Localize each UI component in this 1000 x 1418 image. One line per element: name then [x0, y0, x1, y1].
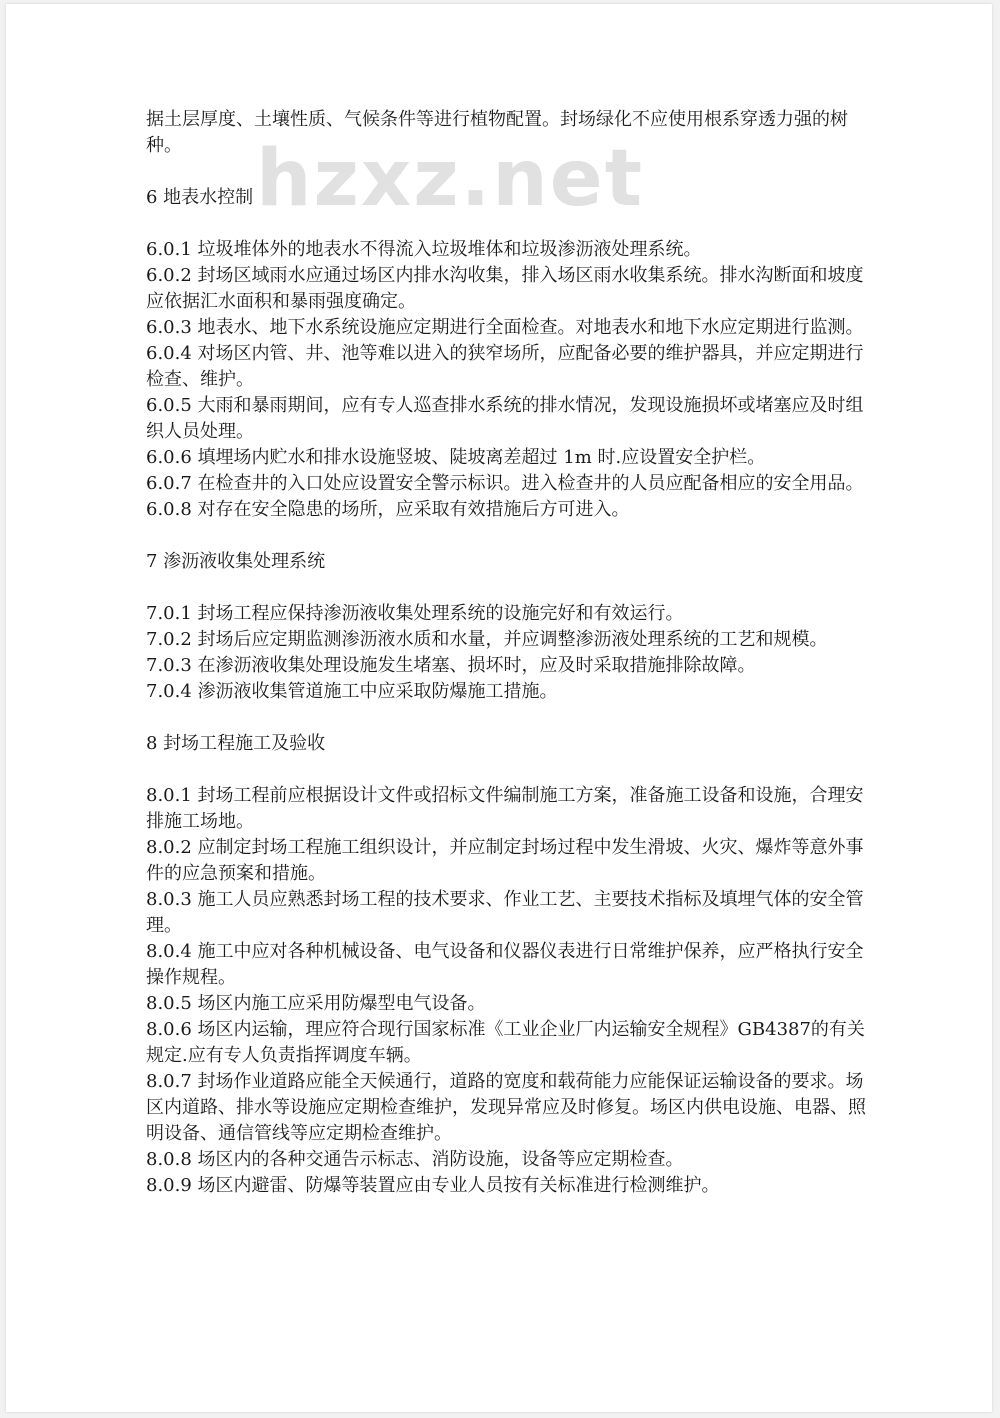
clause-7-0-4: 7.0.4 渗沥液收集管道施工中应采取防爆施工措施。	[146, 681, 558, 702]
intro-paragraph: 据土层厚度、土壤性质、气候条件等进行植物配置。封场绿化不应使用根系穿透力强的树种。	[146, 109, 848, 156]
document-body	[146, 107, 866, 1199]
clause-7-0-1: 7.0.1 封场工程应保持渗沥液收集处理系统的设施完好和有效运行。	[146, 603, 684, 624]
clause-8-0-7: 8.0.7 封场作业道路应能全天候通行，道路的宽度和载荷能力应能保证运输设备的要求。场区内道路、排水等设施应定期检查维护，发现异常应及时修复。场区内供电设施、电器、照明设备、通信管线等应定期检查维护。	[146, 1071, 866, 1144]
clause-8-0-4: 8.0.4 施工中应对各种机械设备、电气设备和仪器仪表进行日常维护保养，应严格执行安全操作规程。	[146, 941, 864, 988]
clause-8-0-9: 8.0.9 场区内避雷、防爆等装置应由专业人员按有关标准进行检测维护。	[146, 1175, 720, 1196]
clause-6-0-6: 6.0.6 填埋场内贮水和排水设施竖坡、陡坡离差超过 1m 时.应设置安全护栏。	[146, 447, 766, 468]
clause-8-0-3: 8.0.3 施工人员应熟悉封场工程的技术要求、作业工艺、主要技术指标及填埋气体的安全管理。	[146, 889, 864, 936]
clause-8-0-8: 8.0.8 场区内的各种交通告示标志、消防设施，设备等应定期检查。	[146, 1149, 684, 1170]
clause-8-0-2: 8.0.2 应制定封场工程施工组织设计，并应制定封场过程中发生滑坡、火灾、爆炸等意外事件的应急预案和措施。	[146, 837, 864, 884]
clause-8-0-6: 8.0.6 场区内运输，理应符合现行国家标准《工业企业厂内运输安全规程》GB4387的有关规定.应有专人负责指挥调度车辆。	[146, 1019, 865, 1066]
clause-8-0-5: 8.0.5 场区内施工应采用防爆型电气设备。	[146, 993, 486, 1014]
clause-6-0-5: 6.0.5 大雨和暴雨期间，应有专人巡查排水系统的排水情况，发现设施损坏或堵塞应及时组织人员处理。	[146, 395, 864, 442]
clause-6-0-2: 6.0.2 封场区域雨水应通过场区内排水沟收集，排入场区雨水收集系统。排水沟断面和坡度应依据汇水面积和暴雨强度确定。	[146, 265, 864, 312]
section-6	[146, 185, 866, 523]
section-heading: 7 渗沥液收集处理系统	[146, 551, 326, 572]
clause-6-0-1: 6.0.1 垃圾堆体外的地表水不得流入垃圾堆体和垃圾渗沥液处理系统。	[146, 239, 702, 260]
section-heading: 8 封场工程施工及验收	[146, 733, 326, 754]
clause-6-0-3: 6.0.3 地表水、地下水系统设施应定期进行全面检查。对地表水和地下水应定期进行监测。	[146, 317, 864, 338]
clause-7-0-2: 7.0.2 封场后应定期监测渗沥液水质和水量，并应调整渗沥液处理系统的工艺和规模。	[146, 629, 828, 650]
section-7	[146, 549, 866, 705]
section-heading: 6 地表水控制	[146, 187, 254, 208]
document-page	[6, 4, 992, 1412]
section-8	[146, 731, 866, 1199]
watermark: hzxz.net	[256, 134, 644, 224]
clause-7-0-3: 7.0.3 在渗沥液收集处理设施发生堵塞、损坏时，应及时采取措施排除故障。	[146, 655, 756, 676]
clause-6-0-7: 6.0.7 在检查井的入口处应设置安全警示标识。进入检查井的人员应配备相应的安全用品。	[146, 473, 864, 494]
clause-8-0-1: 8.0.1 封场工程前应根据设计文件或招标文件编制施工方案，准备施工设备和设施，合理安排施工场地。	[146, 785, 864, 832]
clause-6-0-4: 6.0.4 对场区内管、井、池等难以进入的狭窄场所，应配备必要的维护器具，并应定期进行检查、维护。	[146, 343, 864, 390]
clause-6-0-8: 6.0.8 对存在安全隐患的场所，应采取有效措施后方可进入。	[146, 499, 630, 520]
